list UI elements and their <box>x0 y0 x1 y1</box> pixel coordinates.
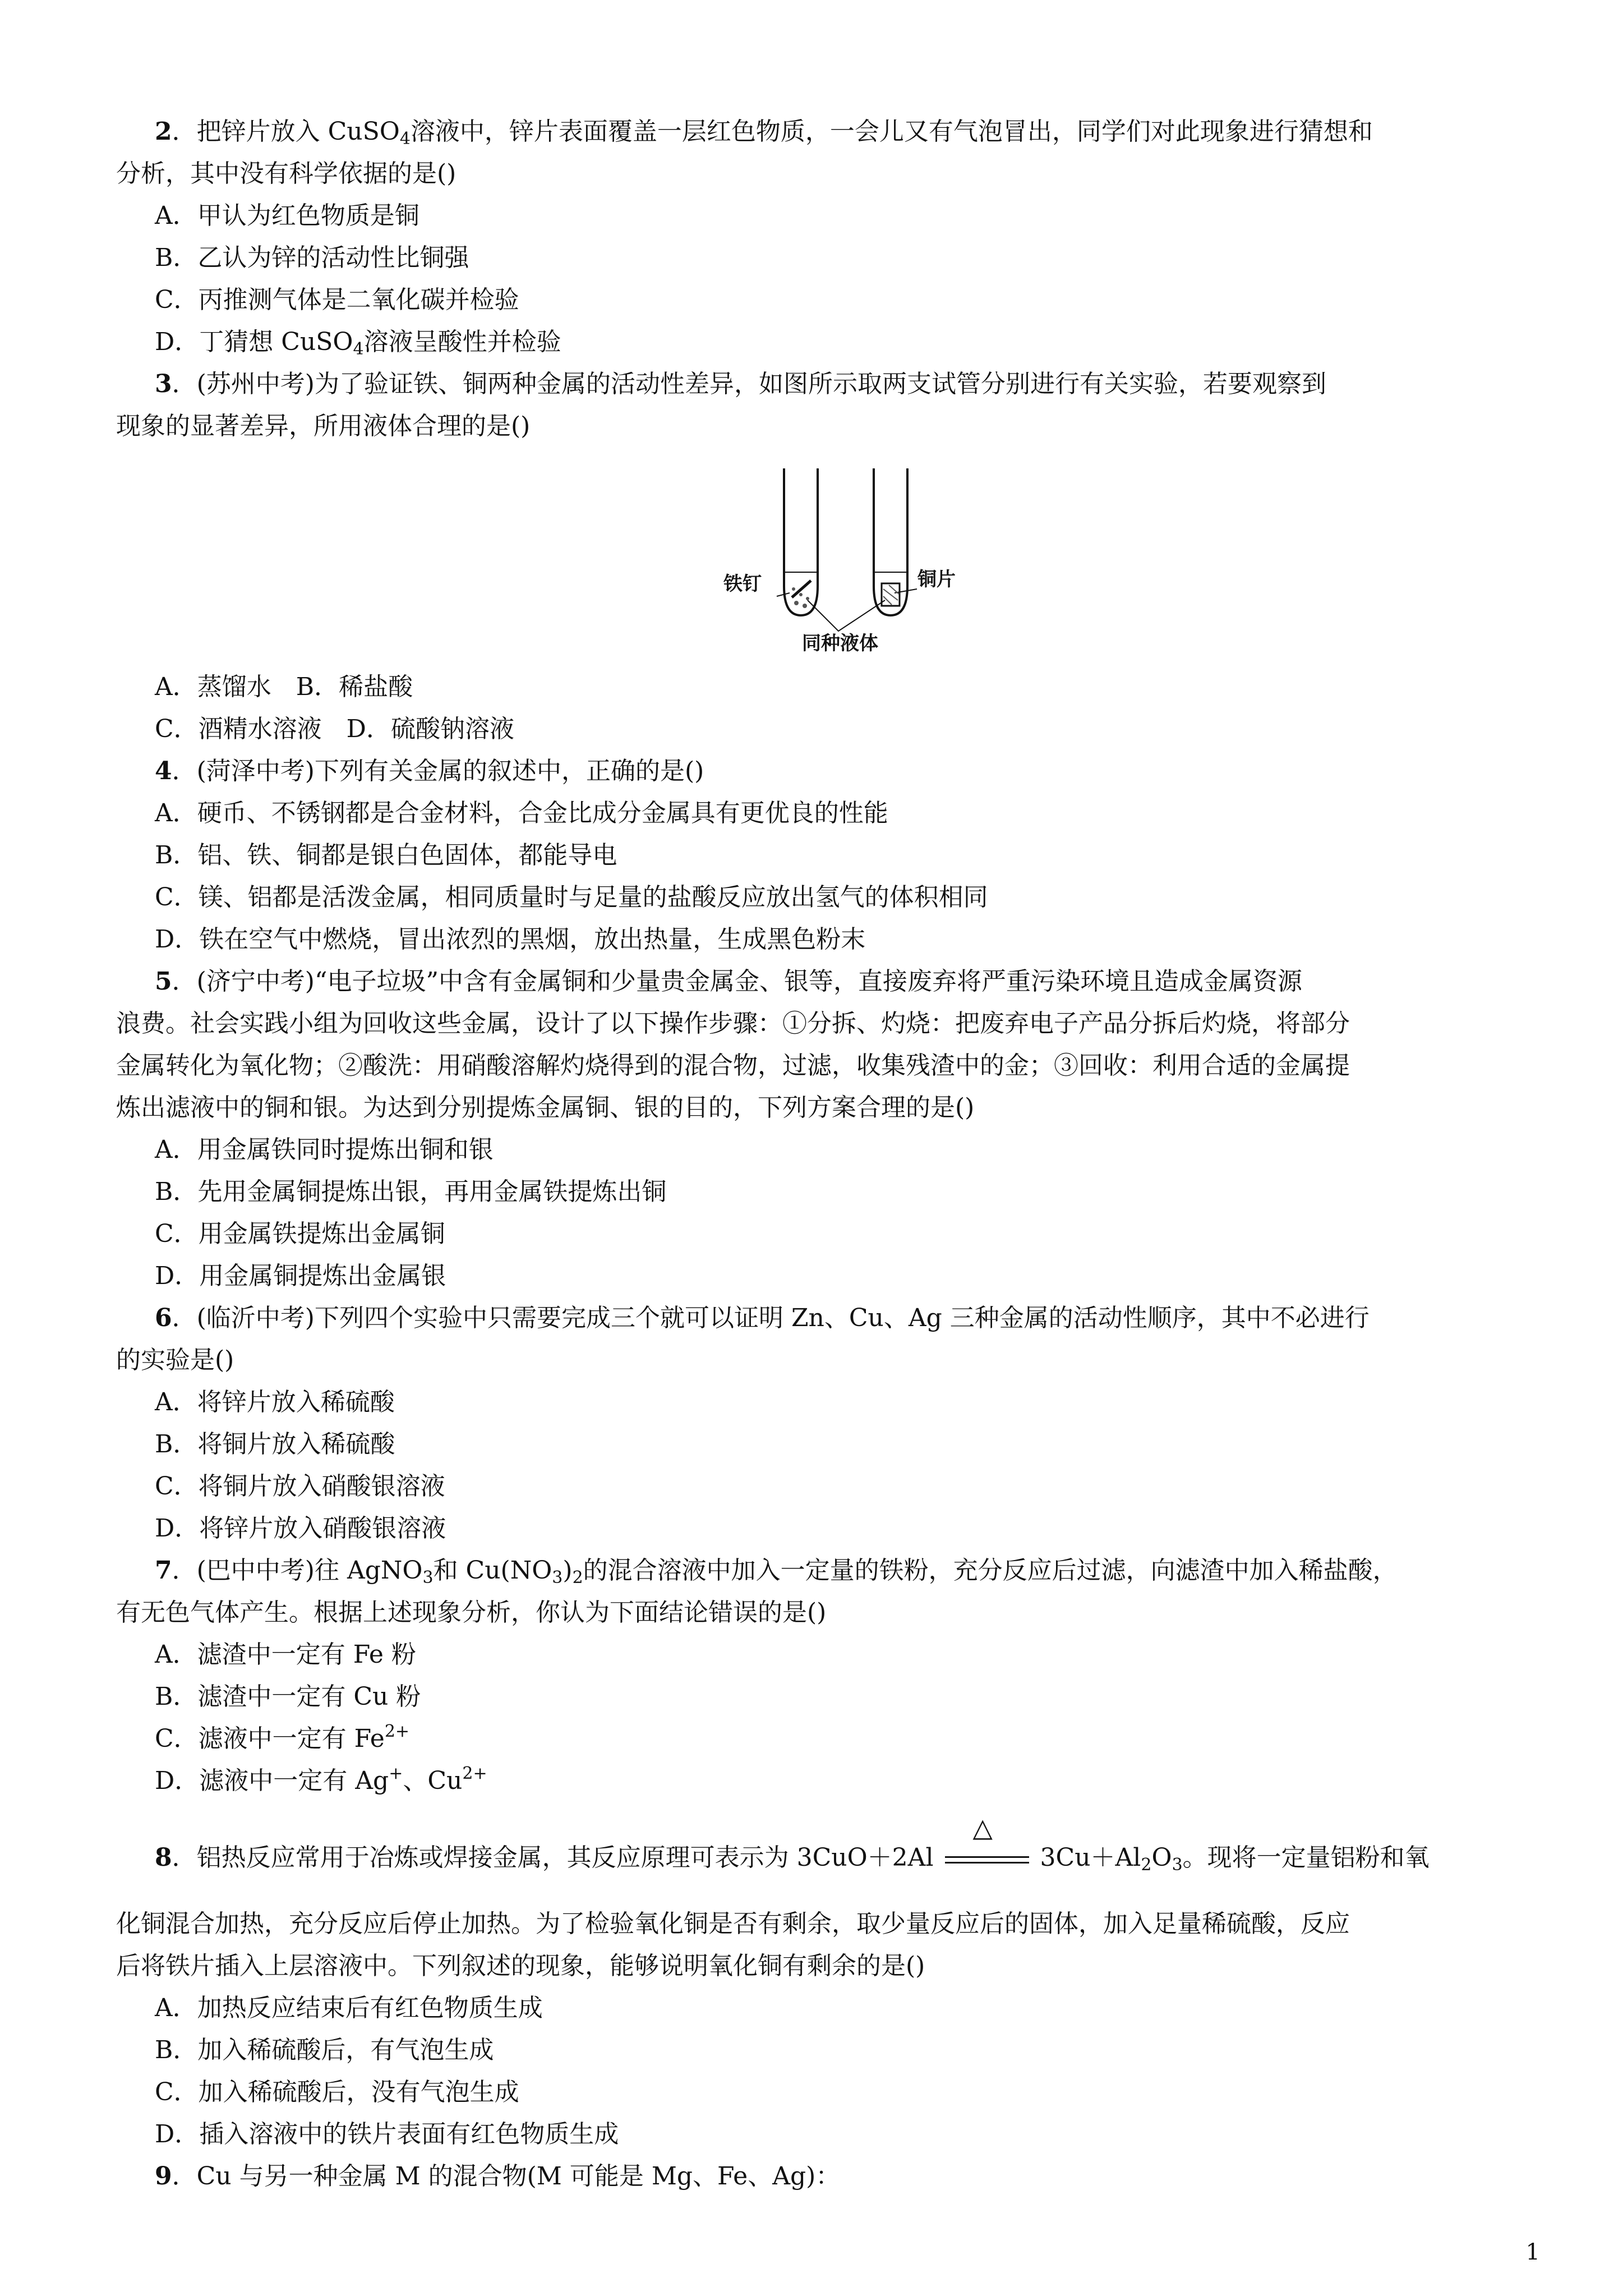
q6-option-a: A．将锌片放入稀硫酸 <box>155 1388 395 1416</box>
q6-line2: 的实验是() <box>116 1346 234 1374</box>
q5-line3: 金属转化为氧化物；②酸洗：用硝酸溶解灼烧得到的混合物，过滤，收集残渣中的金；③回收：利用合适的金属提 <box>116 1051 1350 1080</box>
q6-option-c: C．将铜片放入硝酸银溶液 <box>155 1472 445 1501</box>
q8-option-c: C．加入稀硫酸后，没有气泡生成 <box>155 2078 519 2106</box>
q8-line3: 后将铁片插入上层溶液中。下列叙述的现象，能够说明氧化铜有剩余的是() <box>116 1952 925 1980</box>
q5-option-b: B．先用金属铜提炼出银，再用金属铁提炼出铜 <box>155 1177 667 1206</box>
q6-line1: 6．(临沂中考)下列四个实验中只需要完成三个就可以证明 Zn、Cu、Ag 三种金属的活动性顺序，其中不必进行 <box>155 1304 1370 1332</box>
q6-option-b: B．将铜片放入稀硫酸 <box>155 1430 395 1458</box>
q5-line1: 5．(济宁中考)“电子垃圾”中含有金属铜和少量贵金属金、银等，直接废弃将严重污染环境且造成金属资源 <box>155 967 1302 996</box>
q2-option-a: A．甲认为红色物质是铜 <box>155 201 419 230</box>
test-tubes-figure <box>723 468 956 655</box>
q4-option-d: D．铁在空气中燃烧，冒出浓烈的黑烟，放出热量，生成黑色粉末 <box>155 925 866 954</box>
q3-options-ab: A．蒸馏水 B．稀盐酸 <box>155 673 413 701</box>
q5-option-d: D．用金属铜提炼出金属银 <box>155 1262 446 1290</box>
q5-option-a: A．用金属铁同时提炼出铜和银 <box>155 1135 494 1164</box>
copper-strip-label: 铜片 <box>917 568 956 591</box>
q9-number: 9 <box>155 2162 172 2191</box>
q6-number: 6 <box>155 1304 172 1332</box>
q8-number: 8 <box>155 1843 172 1872</box>
q7-option-d: D．滤液中一定有 Ag+、$Cu^{2+}$ <box>155 1764 487 1795</box>
q8-option-d: D．插入溶液中的铁片表面有红色物质生成 <box>155 2120 619 2148</box>
q4-option-a: A．硬币、不锈钢都是合金材料，合金比成分金属具有更优良的性能 <box>155 799 888 827</box>
same-liquid-label: 同种液体 <box>802 632 878 655</box>
q6-option-d: D．将锌片放入硝酸银溶液 <box>155 1514 446 1543</box>
q7-option-c: C．滤液中一定有 $Fe^{2+}$ <box>155 1722 410 1753</box>
q2-option-b: B．乙认为锌的活动性比铜强 <box>155 243 469 272</box>
q7-option-b: B．滤渣中一定有 Cu 粉 <box>155 1682 421 1711</box>
test-tubes-diagram <box>723 468 948 654</box>
q5-option-c: C．用金属铁提炼出金属铜 <box>155 1220 445 1248</box>
q8-line2: 化铜混合加热，充分反应后停止加热。为了检验氧化铜是否有剩余，取少量反应后的固体，加入足量稀硫酸，反应 <box>116 1910 1350 1938</box>
q3-options-cd: C．酒精水溶液 D．硫酸钠溶液 <box>155 715 514 743</box>
q2-line1: 2．把锌片放入 CuSO$_4$溶液中，锌片表面覆盖一层红色物质，一会儿又有气泡冒出，同学们对此现象进行猜想和 <box>155 117 1373 149</box>
iron-nail-label: 铁钉 <box>723 573 762 595</box>
q8-option-a: A．加热反应结束后有红色物质生成 <box>155 1994 543 2022</box>
q4-option-b: B．铝、铁、铜都是银白色固体，都能导电 <box>155 841 617 869</box>
q5-number: 5 <box>155 967 172 996</box>
q5-line2: 浪费。社会实践小组为回收这些金属，设计了以下操作步骤：①分拆、灼烧：把废弃电子产品分拆后灼烧，将部分 <box>116 1009 1350 1038</box>
q2-option-c: C．丙推测气体是二氧化碳并检验 <box>155 286 519 314</box>
q8-line1: 8．铝热反应常用于冶炼或焊接金属，其反应原理可表示为 3CuO＋2Al △ $3Cu+Al_2O_3$。现将一定量铝粉和氧 <box>155 1841 1430 1876</box>
q7-line2: 有无色气体产生。根据上述现象分析，你认为下面结论错误的是() <box>116 1598 827 1627</box>
q7-line1: 7．(巴中中考)往 AgNO$_3$和 $Cu(NO_3)_2$的混合溶液中加入一定量的铁粉，充分反应后过滤，向滤渣中加入稀盐酸， <box>155 1556 1398 1588</box>
q7-number: 7 <box>155 1556 172 1585</box>
q9-line1: 9．Cu 与另一种金属 M 的混合物(M 可能是 Mg、Fe、Ag)： <box>155 2162 841 2191</box>
q2-option-d: D．丁猜想 CuSO$_4$溶液呈酸性并检验 <box>155 328 561 359</box>
iron-nail-pointer <box>777 593 790 596</box>
liquid-pointer <box>808 600 885 631</box>
q4-option-c: C．镁、铝都是活泼金属，相同质量时与足量的盐酸反应放出氢气的体积相同 <box>155 883 988 912</box>
q7-option-a: A．滤渣中一定有 Fe 粉 <box>155 1640 416 1669</box>
right-test-tube <box>874 468 907 615</box>
q2-number: 2 <box>155 117 172 146</box>
q3-number: 3 <box>155 370 172 398</box>
q3-line2: 现象的显著差异，所用液体合理的是() <box>116 412 531 440</box>
heating-triangle-icon: △ <box>972 1812 993 1843</box>
q4-line1: 4．(菏泽中考)下列有关金属的叙述中，正确的是() <box>155 757 704 785</box>
q2-line2: 分析，其中没有科学依据的是() <box>116 159 457 188</box>
q4-number: 4 <box>155 757 172 785</box>
q3-line1: 3．(苏州中考)为了验证铁、铜两种金属的活动性差异，如图所示取两支试管分别进行有关实验，若要观察到 <box>155 370 1326 398</box>
q8-option-b: B．加入稀硫酸后，有气泡生成 <box>155 2036 494 2064</box>
page-number: 1 <box>1525 2239 1540 2265</box>
heating-condition-sign <box>945 1812 1029 1876</box>
q5-line4: 炼出滤液中的铜和银。为达到分别提炼金属铜、银的目的，下列方案合理的是() <box>116 1093 975 1122</box>
